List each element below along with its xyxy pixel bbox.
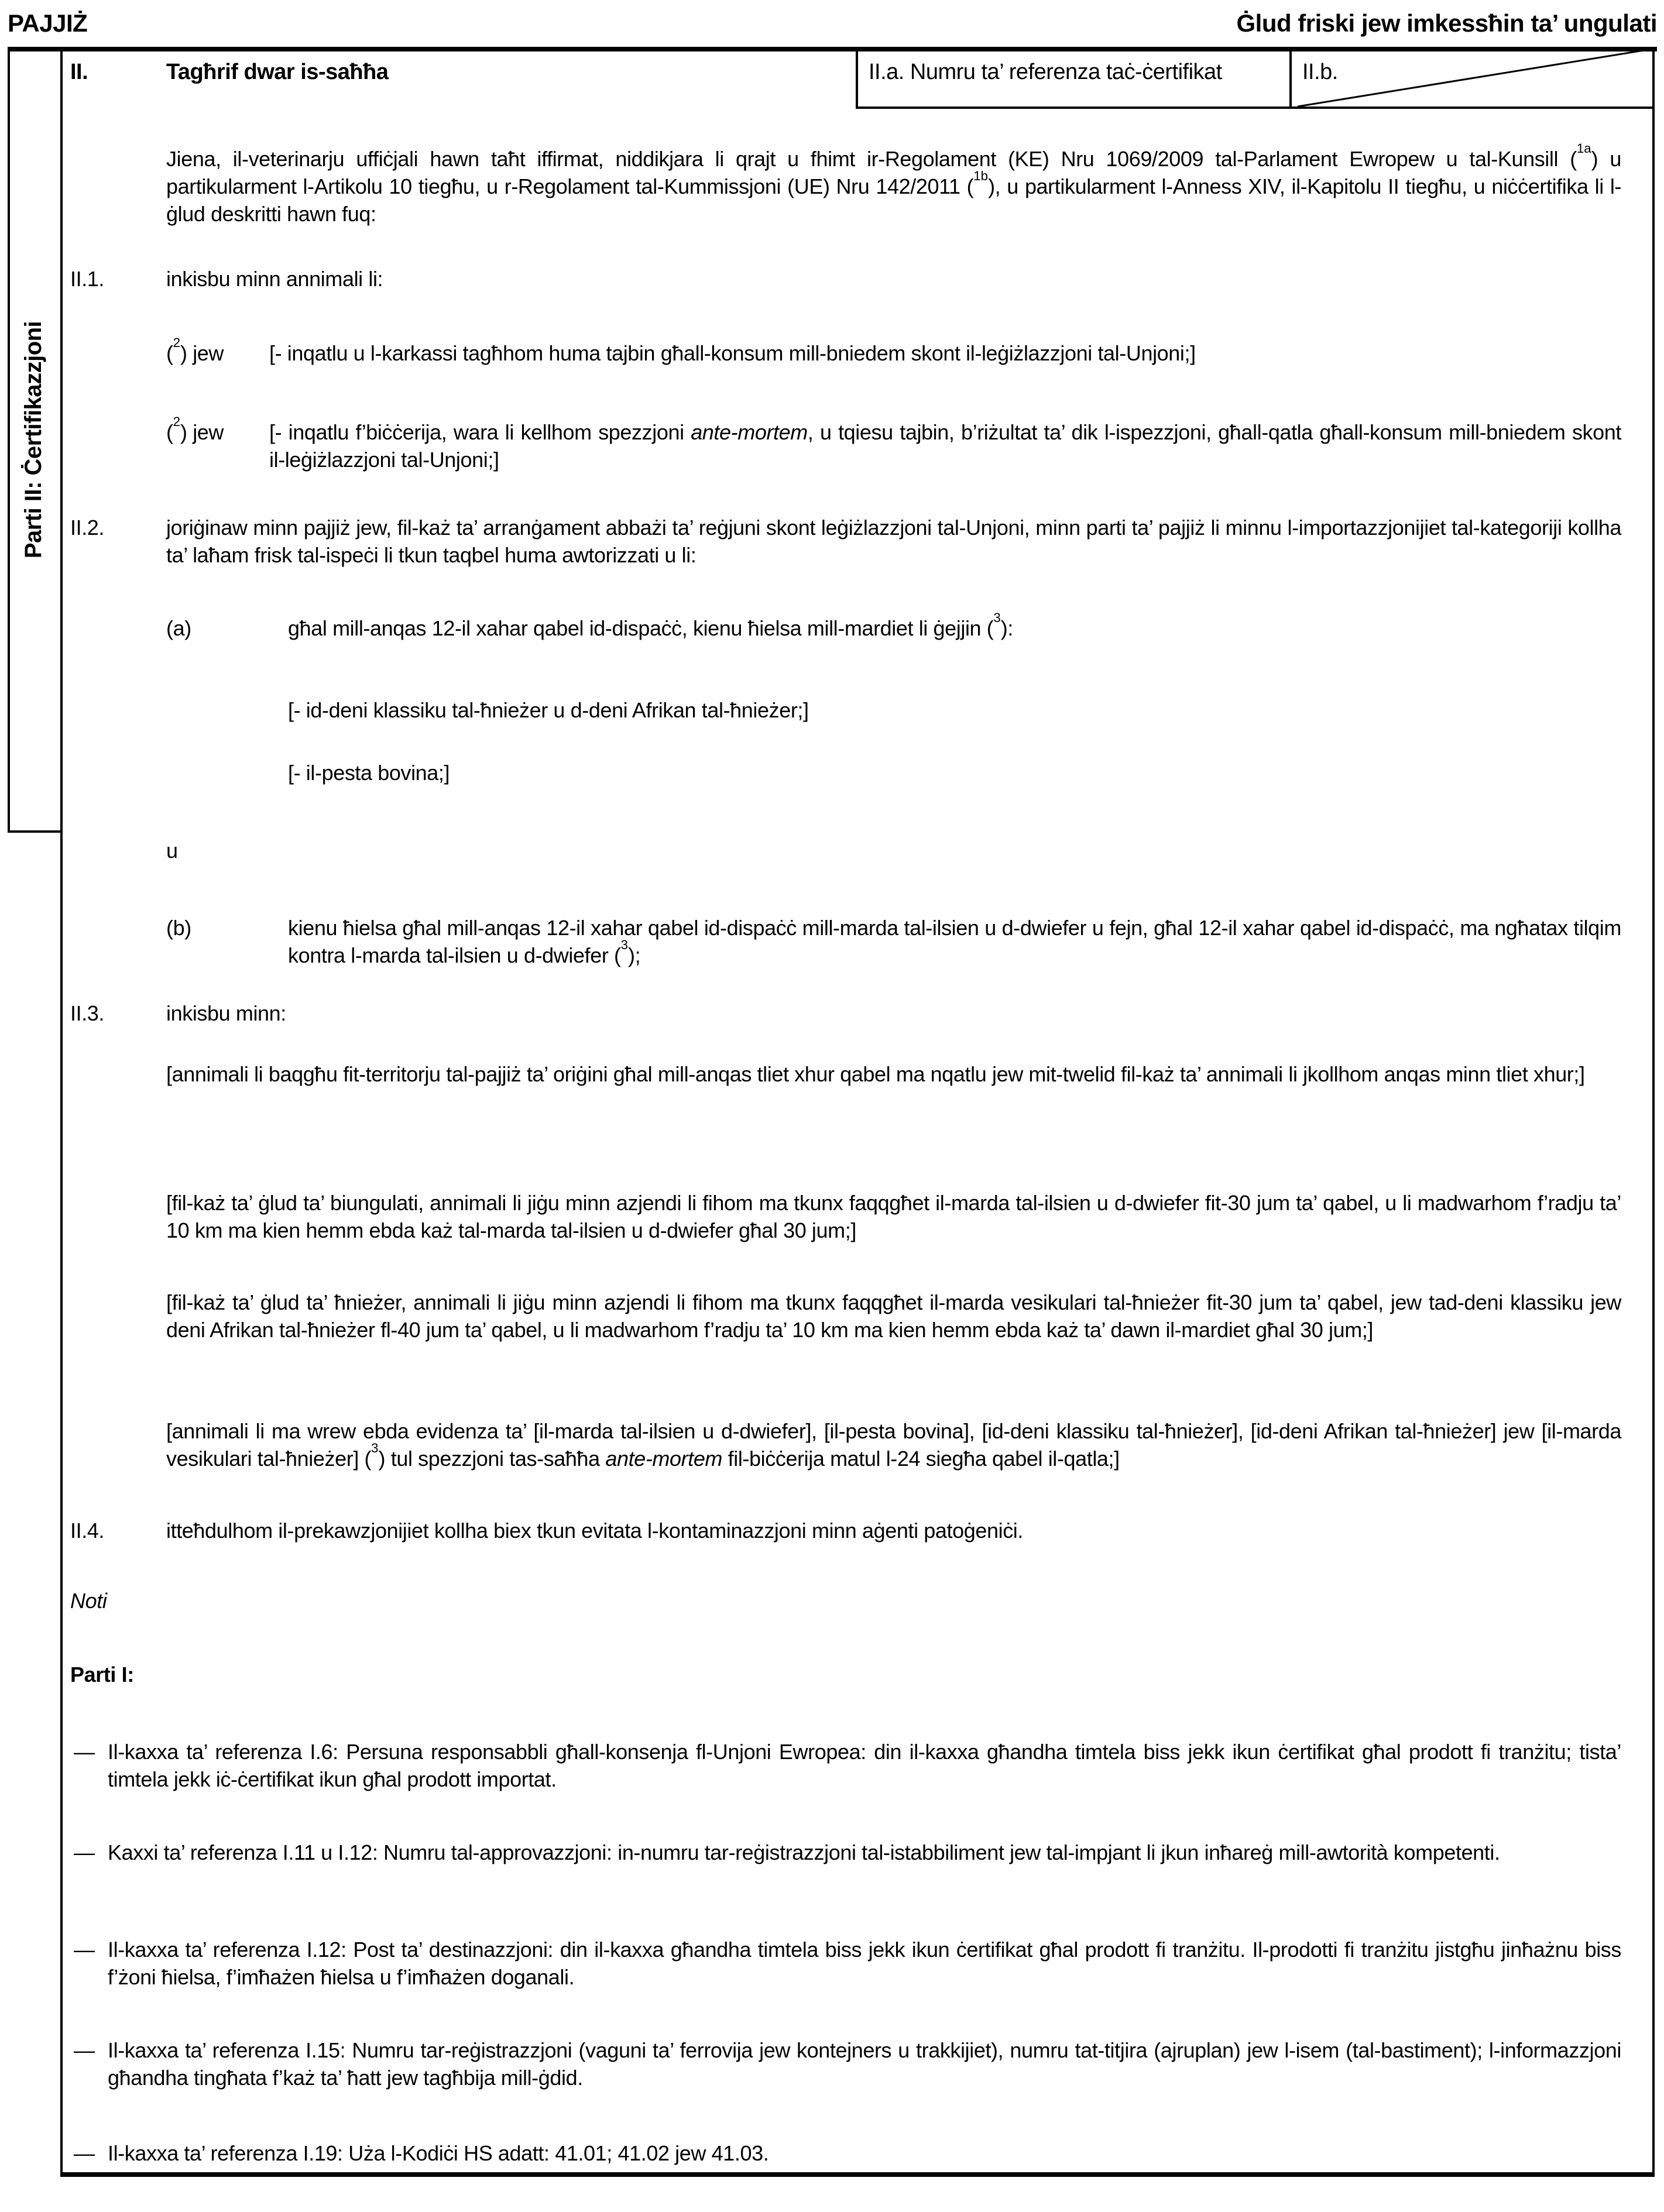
intro-declaration-text — [166, 140, 1622, 228]
clause-II-2-connector-text: u — [166, 839, 178, 863]
clause-II-3-option-3-text: [fil-każ ta’ ġlud ta’ ħnieżer, annimali li jiġu minn azjendi li fihom ma tkunx faqqgħet il-marda vesikulari tal-ħnieżer fit-30 jum ta’ qabel, jew tad-deni klassiku jew deni Afrikan tal-ħnieżer fl-40 jum ta’ qabel, u li madwarhom f’radju ta’ 10 km ma kien hemm ebda każ ta’ dawn il-mardiet għal 30 jum;] — [166, 1290, 1621, 1342]
text-segment: ): — [1000, 616, 1013, 640]
clause-II-2-a-option-2-text: [- il-pesta bovina;] — [288, 761, 450, 785]
clause-II-2-b-marker: (b) — [166, 916, 191, 940]
clause-II-3-option-4-text — [166, 1417, 1621, 1472]
note-box-I11-I12-dash: — — [74, 1840, 95, 1864]
clause-II-3-text: inkisbu minn: — [166, 1001, 286, 1025]
part-i-heading-text: Parti I: — [70, 1663, 134, 1687]
footnote-marker: 3 — [993, 610, 1001, 625]
certificate-reference-number-label: II.a. Numru ta’ referenza taċ-ċertifikat — [869, 60, 1222, 84]
note-box-I6-text: Il-kaxxa ta’ referenza I.6: Persuna responsabbli għall-konsenja fl-Unjoni Ewropea: din il-kaxxa għandha timtela biss jekk ikun ċertifikat għal prodott fi tranżitu; tista’ timtela jekk iċ-ċertifikat ikun għal prodott importat. — [108, 1740, 1621, 1791]
text-segment: ), u partikularment l-Anness XIV, il-Kapitolu II tiegħu, u niċċertifika li l-ġlud deskritti hawn fuq: — [166, 174, 1621, 226]
clause-II-2-a-text — [288, 610, 1621, 642]
text-segment: Jiena, il-veterinarju uffiċjali hawn taħt iffirmat, niddikjara li qrajt u fhimt ir-Regolament (KE) Nru 1069/2009 tal-Parlament Ewropew u tal-Kunsill ( — [166, 147, 1577, 171]
note-box-I6-dash: — — [74, 1740, 95, 1764]
sidebar-part-ii-label: Parti II: Ċertifikazzjoni — [20, 321, 47, 559]
text-segment: fil-biċċerija matul l-24 siegħa qabel il-qatla;] — [722, 1447, 1120, 1471]
clause-II-3-option-2-text: [fil-każ ta’ ġlud ta’ biungulati, annimali li jiġu minn azjendi li fihom ma tkunx faqqgħet il-marda tal-ilsien u d-dwiefer fit-30 jum ta’ qabel, u li madwarhom f’radju ta’ 10 km ma kien hemm ebda każ tal-marda tal-ilsien u d-dwiefer għal 30 jum;] — [166, 1191, 1621, 1242]
note-box-I19-text: Il-kaxxa ta’ referenza I.19: Uża l-Kodiċi HS adatt: 41.01; 41.02 jew 41.03. — [108, 2141, 769, 2165]
clause-II-1-option-1-marker — [166, 335, 224, 367]
text-segment: ) tul spezzjoni tas-saħħa — [378, 1447, 606, 1471]
clause-II-2-number: II.2. — [70, 516, 105, 540]
text-segment: , u tqiesu tajbin, b’riżultat ta’ dik l-ispezzjoni, għall-qatla għall-konsum mill-bniedem skont il-leġiżlazzjoni tal-Unjoni;] — [269, 420, 1621, 472]
italic-term: ante-mortem — [691, 420, 808, 444]
note-box-I12-dash: — — [74, 1938, 95, 1962]
page-title: Ġlud friski jew imkessħin ta’ ungulati — [1236, 9, 1657, 37]
italic-term: ante-mortem — [605, 1447, 723, 1471]
footnote-marker: 1a — [1576, 140, 1591, 156]
note-box-I19-dash: — — [74, 2141, 95, 2165]
note-box-I15-dash: — — [74, 2038, 95, 2062]
clause-II-3-number: II.3. — [70, 1001, 105, 1025]
footnote-marker: 2 — [173, 335, 181, 350]
text-segment: [annimali li ma wrew ebda evidenza ta’ [il-marda tal-ilsien u d-dwiefer], [il-pesta bovina], [id-deni klassiku tal-ħnieżer], [id-deni Afrikan tal-ħnieżer] jew [il-marda vesikulari tal-ħnieżer] ( — [166, 1419, 1621, 1471]
clause-II-1-text: inkisbu minn annimali li: — [166, 267, 383, 291]
note-box-I15-text: Il-kaxxa ta’ referenza I.15: Numru tar-reġistrazzjoni (vaguni ta’ ferrovija jew kontejners u trakkijiet), numru tat-titjira (ajruplan) jew l-isem (tal-bastiment); l-informazzjoni għandha tingħata f’każ ta’ ħatt jew tagħbija mill-ġdid. — [108, 2038, 1621, 2090]
text-segment: ) u partikularment l-Artikolu 10 tiegħu, u r-Regolament tal-Kummissjoni (UE) Nru 142/2011 ( — [166, 147, 1622, 198]
clause-II-2-a-option-1-text: [- id-deni klassiku tal-ħnieżer u d-deni Afrikan tal-ħnieżer;] — [288, 698, 809, 722]
footnote-marker: 2 — [173, 414, 181, 429]
text-segment: ); — [628, 943, 641, 967]
note-box-I11-I12-text: Kaxxi ta’ referenza I.11 u I.12: Numru tal-approvazzjoni: in-numru tar-reġistrazzjoni tal-istabbiliment jew tal-impjant li jkun inħareġ mill-awtorità kompetenti. — [108, 1840, 1500, 1864]
header-section-title: Tagħrif dwar is-saħħa — [166, 60, 389, 84]
clause-II-1-number: II.1. — [70, 267, 105, 291]
clause-II-3-option-1-text: [annimali li baqgħu fit-territorju tal-pajjiż ta’ oriġini għal mill-anqas tliet xhur qabel ma nqatlu jew mit-twelid fil-każ ta’ annimali li jkollhom anqas minn tliet xhur;] — [166, 1062, 1585, 1086]
text-segment: ) jew — [180, 341, 224, 365]
text-segment: ( — [166, 341, 173, 365]
clause-II-4-number: II.4. — [70, 1519, 105, 1543]
clause-II-4-text: itteħdulhom il-prekawzjonijiet kollha biex tkun evitata l-kontaminazzjoni minn aġenti patoġeniċi. — [166, 1519, 1024, 1543]
clause-II-1-option-1-text: [- inqatlu u l-karkassi tagħhom huma tajbin għall-konsum mill-bniedem skont il-leġiżlazzjoni tal-Unjoni;] — [269, 341, 1196, 365]
text-segment: għal mill-anqas 12-il xahar qabel id-dispaċċ, kienu ħielsa mill-mardiet li ġejjin ( — [288, 616, 994, 640]
notes-heading-text: Noti — [70, 1589, 107, 1613]
footnote-marker: 1b — [973, 168, 989, 183]
clause-II-1-option-2-marker — [166, 414, 224, 446]
note-box-I12-text: Il-kaxxa ta’ referenza I.12: Post ta’ destinazzjoni: din il-kaxxa għandha timtela biss jekk ikun ċertifikat għal prodott fi tranżitu. Il-prodotti fi tranżitu jistgħu jinħażnu biss f’żoni ħielsa, f’imħażen ħielsa u f’imħażen doganali. — [108, 1938, 1621, 1989]
text-segment: ) jew — [180, 420, 224, 444]
text-segment: ( — [166, 420, 173, 444]
text-segment: kienu ħielsa għal mill-anqas 12-il xahar qabel id-dispaċċ mill-marda tal-ilsien u d-dwiefer u fejn, għal 12-il xahar qabel id-dispaċċ, ma ngħatax tilqim kontra l-marda tal-ilsien u d-dwiefer ( — [288, 916, 1621, 967]
header-section-number: II. — [70, 60, 88, 84]
country-label: PAJJIŻ — [8, 9, 88, 37]
iib-label: II.b. — [1302, 60, 1338, 84]
clause-II-2-a-marker: (a) — [166, 616, 191, 640]
clause-II-2-text: joriġinaw minn pajjiż jew, fil-każ ta’ arranġament abbażi ta’ reġjuni skont leġiżlazzjoni tal-Unjoni, minn parti ta’ pajjiż li minnu l-importazzjonijiet tal-kategoriji kollha ta’ laħam frisk tal-ispeċi li tkun taqbel huma awtorizzati u li: — [166, 516, 1621, 567]
clause-II-1-option-2-text — [269, 418, 1621, 473]
footnote-marker: 3 — [371, 1440, 379, 1455]
clause-II-2-b-text — [288, 914, 1621, 969]
text-segment: [- inqatlu f’biċċerija, wara li kellhom spezzjoni — [269, 420, 691, 444]
footnote-marker: 3 — [620, 937, 629, 952]
